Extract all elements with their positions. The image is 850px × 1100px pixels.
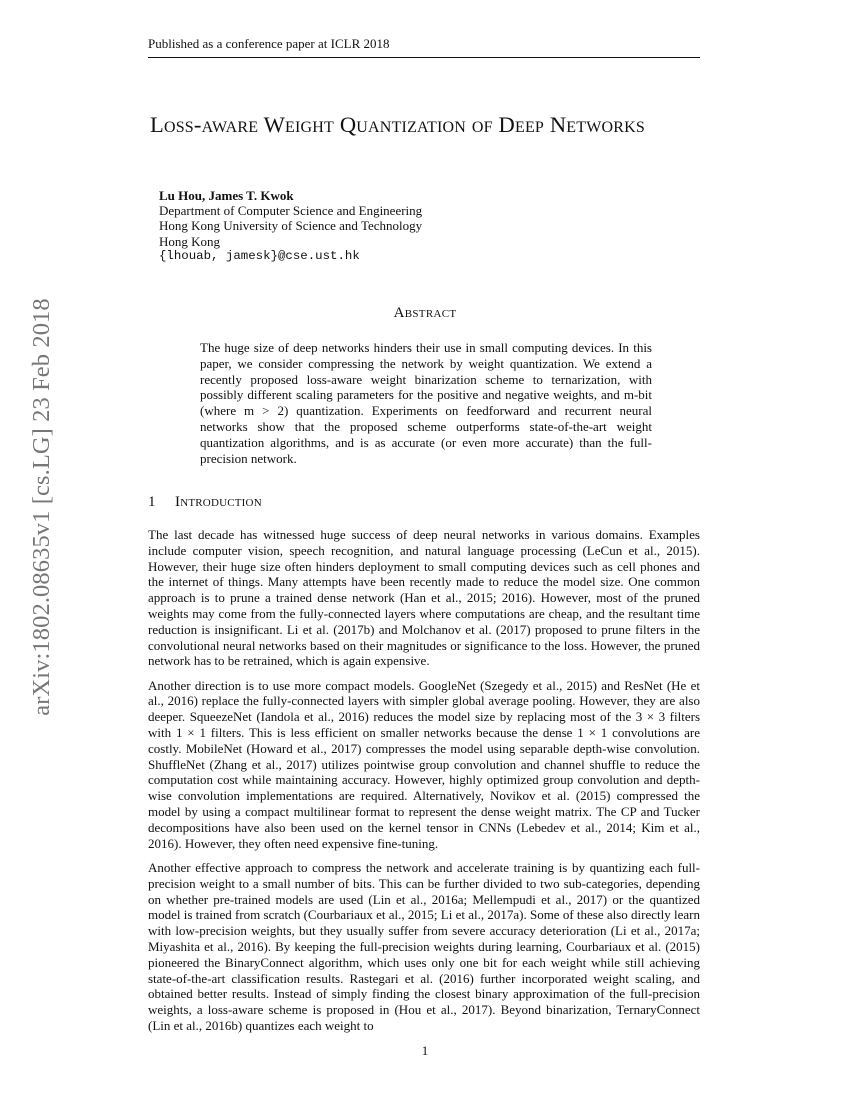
arxiv-identifier: arXiv:1802.08635v1 [cs.LG] 23 Feb 2018 <box>28 298 55 716</box>
body-text <box>148 527 700 1042</box>
section-number: 1 <box>148 494 156 510</box>
author-department: Department of Computer Science and Engineering <box>159 203 423 219</box>
paragraph: Another effective approach to compress the network and accelerate training is by quantizing each full-precision weight to a small number of bits. This can be further divided to two sub-categories, depending on whether pre-trained models are used (Lin et al., 2016a; Mellempudi et al., 2017) or the quantized model is trained from scratch (Courbariaux et al., 2015; Li et al., 2017a). Some of these also directly learn with low-precision weights, but they usually suffer from severe accuracy deterioration (Li et al., 2017a; Miyashita et al., 2016). By keeping the full-precision weights during learning, Courbariaux et al. (2015) pioneered the BinaryConnect algorithm, which uses only one bit for each weight while still achieving state-of-the-art classification results. Rastegari et al. (2016) further incorporated weight scaling, and obtained better results. Instead of simply finding the closest binary approximation of the full-precision weights, a loss-aware scheme is proposed in (Hou et al., 2017). Beyond binarization, TernaryConnect (Lin et al., 2016b) quantizes each weight to <box>148 859 700 1033</box>
paragraph: The last decade has witnessed huge success of deep neural networks in various domains. Examples include computer vision, speech recognition, and natural language processing (LeCun et al., 2015). However, their huge size often hinders deployment to small computing devices such as cell phones and the internet of things. Many attempts have been recently made to reduce the model size. One common approach is to prune a trained dense network (Han et al., 2015; 2016). However, most of the pruned weights may come from the fully-connected layers where computations are cheap, and the resultant time reduction is insignificant. Li et al. (2017b) and Molchanov et al. (2017) proposed to prune filters in the convolutional neural networks based on their magnitudes or significance to the loss. However, the pruned network has to be retrained, which is again expensive. <box>148 527 700 669</box>
paper-title: Loss-aware Weight Quantization of Deep Networks <box>150 112 646 137</box>
author-location: Hong Kong <box>159 233 221 249</box>
author-names: Lu Hou, James T. Kwok <box>159 188 294 203</box>
page-number: 1 <box>421 1043 429 1058</box>
paragraph: Another direction is to use more compact models. GoogleNet (Szegedy et al., 2015) and ResNet (He et al., 2016) replace the fully-connected layers with simpler global average pooling. However, they are also deeper. SqueezeNet (Iandola et al., 2016) reduces the model size by replacing most of the 3 × 3 filters with 1 × 1 filters. This is less efficient on smaller networks because the dense 1 × 1 convolutions are costly. MobileNet (Howard et al., 2017) compresses the model using separable depth-wise convolution. ShuffleNet (Zhang et al., 2017) utilizes pointwise group convolution and channel shuffle to reduce the computation cost while maintaining accuracy. However, highly optimized group convolution and depth-wise convolution implementations are required. Alternatively, Novikov et al. (2015) compressed the model by using a compact multilinear format to represent the dense weight matrix. The CP and Tucker decompositions have also been used on the kernel tensor in CNNs (Lebedev et al., 2014; Kim et al., 2016). However, they often need expensive fine-tuning. <box>148 677 700 851</box>
abstract-heading: Abstract <box>393 305 457 321</box>
author-block <box>159 188 579 264</box>
arxiv-sidebar <box>22 297 62 717</box>
section-title: Introduction <box>175 494 262 510</box>
author-university: Hong Kong University of Science and Technology <box>159 218 423 234</box>
section-heading <box>148 494 708 511</box>
running-head: Published as a conference paper at ICLR 2018 <box>148 36 700 58</box>
abstract-text: The huge size of deep networks hinders their use in small computing devices. In this paper, we consider compressing the network by weight quantization. We extend a recently proposed loss-aware weight binarization scheme to ternarization, with possibly different scaling parameters for the positive and negative weights, and m-bit (where m > 2) quantization. Experiments on feedforward and recurrent neural networks show that the proposed scheme outperforms state-of-the-art weight quantization algorithms, and is as accurate (or even more accurate) than the full-precision network. <box>200 340 652 466</box>
author-email: {lhouab, jamesk}@cse.ust.hk <box>159 248 360 263</box>
